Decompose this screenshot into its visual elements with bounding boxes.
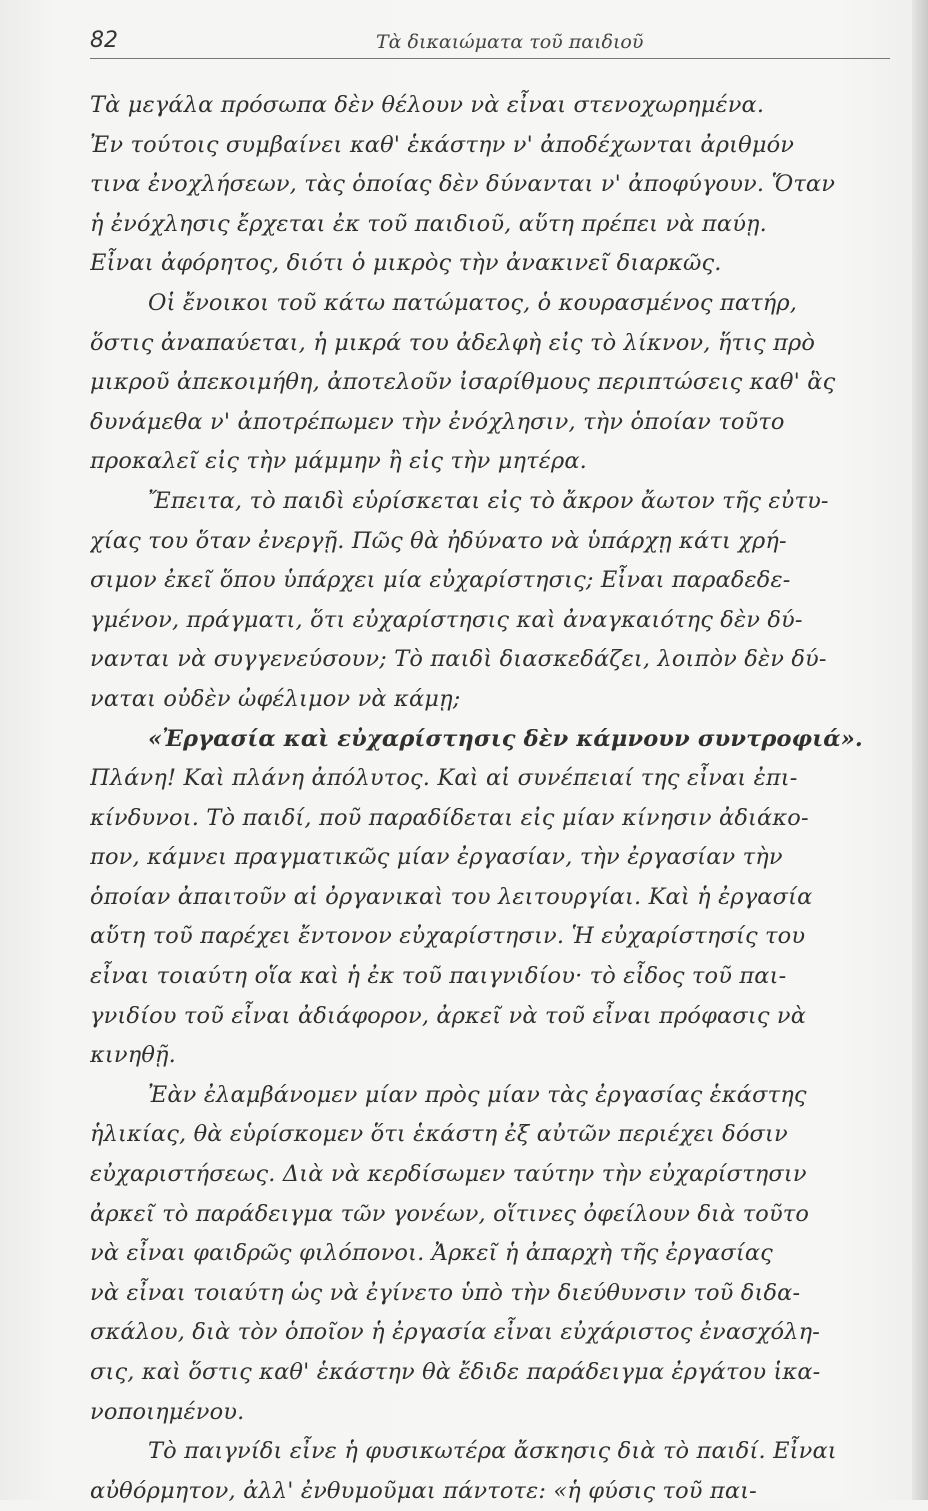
text-line: τινα ἐνοχλήσεων, τὰς ὁποίας δὲν δύνανται ν' ἀποφύγουν. Ὅταν: [90, 171, 836, 198]
text-line: κίνδυνοι. Τὸ παιδί, ποῦ παραδίδεται εἰς μίαν κίνησιν ἀδιάκο-: [90, 804, 809, 831]
text-line: σκάλου, διὰ τὸν ὁποῖον ἡ ἐργασία εἶναι εὐχάριστος ἐνασχόλη-: [90, 1319, 820, 1346]
text-line: νὰ εἶναι φαιδρῶς φιλόπονοι. Ἀρκεῖ ἡ ἀπαρχὴ τῆς ἐργασίας: [90, 1240, 773, 1267]
text-line: νὰ εἶναι τοιαύτη ὡς νὰ ἐγίνετο ὑπὸ τὴν διεύθυνσιν τοῦ διδα-: [90, 1279, 801, 1306]
text-line: αὕτη τοῦ παρέχει ἔντονον εὐχαρίστησιν. Ἡ εὐχαρίστησίς του: [90, 923, 806, 950]
text-line: σιμον ἐκεῖ ὅπου ὑπάρχει μία εὐχαρίστησις; Εἶναι παραδεδε-: [90, 567, 791, 594]
text-line: Εἶναι ἀφόρητος, διότι ὁ μικρὸς τὴν ἀνακινεῖ διαρκῶς.: [90, 250, 722, 277]
text-line: Ἐν τούτοις συμβαίνει καθ' ἑκάστην ν' ἀποδέχωνται ἀριθμόν: [90, 131, 795, 158]
text-line: Ἔπειτα, τὸ παιδὶ εὑρίσκεται εἰς τὸ ἄκρον ἄωτον τῆς εὐτυ-: [148, 487, 829, 514]
text-line: μικροῦ ἀπεκοιμήθη, ἀποτελοῦν ἰσαρίθμους περιπτώσεις καθ' ἃς: [90, 369, 836, 396]
text-line: ἡ ἐνόχλησις ἔρχεται ἐκ τοῦ παιδιοῦ, αὕτη πρέπει νὰ παύῃ.: [90, 210, 767, 237]
text-line: νανται νὰ συγγενεύσουν; Τὸ παιδὶ διασκεδάζει, λοιπὸν δὲν δύ-: [90, 646, 827, 673]
text-line: δυνάμεθα ν' ἀποτρέπωμεν τὴν ἐνόχλησιν, τὴν ὁποίαν τοῦτο: [90, 408, 785, 435]
text-line: αὐθόρμητον, ἀλλ' ἐνθυμοῦμαι πάντοτε: «ἡ φύσις τοῦ παι-: [90, 1477, 757, 1504]
text-line: εἶναι τοιαύτη οἵα καὶ ἡ ἐκ τοῦ παιγνιδίου· τὸ εἶδος τοῦ παι-: [90, 963, 787, 990]
running-title: Τὰ δικαιώματα τοῦ παιδιοῦ: [376, 31, 644, 53]
text-line: προκαλεῖ εἰς τὴν μάμμην ἢ εἰς τὴν μητέρα.: [90, 448, 587, 475]
page-number: 82: [90, 28, 118, 53]
bold-quote-line: «Ἐργασία καὶ εὐχαρίστησις δὲν κάμνουν συντροφιά».: [148, 725, 863, 752]
text-line: Τὸ παιγνίδι εἶνε ἡ φυσικωτέρα ἄσκησις διὰ τὸ παιδί. Εἶναι: [148, 1438, 837, 1465]
text-line: Ἐὰν ἐλαμβάνομεν μίαν πρὸς μίαν τὰς ἐργασίας ἑκάστης: [148, 1081, 807, 1108]
text-line: γμένον, πράγματι, ὅτι εὐχαρίστησις καὶ ἀναγκαιότης δὲν δύ-: [90, 606, 803, 633]
text-line: Οἱ ἔνοικοι τοῦ κάτω πατώματος, ὁ κουρασμένος πατήρ,: [148, 289, 798, 316]
text-line: ἀρκεῖ τὸ παράδειγμα τῶν γονέων, οἵτινες ὀφείλουν διὰ τοῦτο: [90, 1200, 810, 1227]
text-line: εὐχαριστήσεως. Διὰ νὰ κερδίσωμεν ταύτην τὴν εὐχαρίστησιν: [90, 1161, 807, 1188]
text-line: πον, κάμνει πραγματικῶς μίαν ἐργασίαν, τὴν ἐργασίαν τὴν: [90, 844, 783, 871]
text-line: ναται οὐδὲν ὠφέλιμον νὰ κάμῃ;: [90, 685, 461, 712]
text-line: σις, καὶ ὅστις καθ' ἑκάστην θὰ ἔδιδε παράδειγμα ἐργάτου ἱκα-: [90, 1359, 821, 1385]
text-line: ὅστις ἀναπαύεται, ἡ μικρά του ἀδελφὴ εἰς τὸ λίκνον, ἥτις πρὸ: [90, 329, 816, 356]
page-edge-shadow: [912, 0, 928, 1500]
text-line: Πλάνη! Καὶ πλάνη ἀπόλυτος. Καὶ αἱ συνέπειαί της εἶναι ἐπι-: [90, 765, 798, 792]
text-line: Τὰ μεγάλα πρόσωπα δὲν θέλουν νὰ εἶναι στενοχωρημένα.: [90, 92, 765, 118]
text-line: κινηθῇ.: [90, 1042, 176, 1069]
text-line: ὁποίαν ἀπαιτοῦν αἱ ὀργανικαὶ του λειτουργίαι. Καὶ ἡ ἐργασία: [90, 883, 813, 910]
header-rule: [90, 58, 890, 59]
text-line: νοποιημένου.: [90, 1398, 245, 1425]
text-line: χίας του ὅταν ἐνεργῇ. Πῶς θὰ ἠδύνατο νὰ ὑπάρχῃ κάτι χρή-: [90, 527, 787, 554]
page-header: [90, 22, 890, 62]
body-text: [90, 86, 890, 1511]
text-line: γνιδίου τοῦ εἶναι ἀδιάφορον, ἀρκεῖ νὰ τοῦ εἶναι πρόφασις νὰ: [90, 1002, 807, 1029]
text-line: ἡλικίας, θὰ εὑρίσκομεν ὅτι ἑκάστη ἐξ αὐτῶν περιέχει δόσιν: [90, 1121, 788, 1148]
